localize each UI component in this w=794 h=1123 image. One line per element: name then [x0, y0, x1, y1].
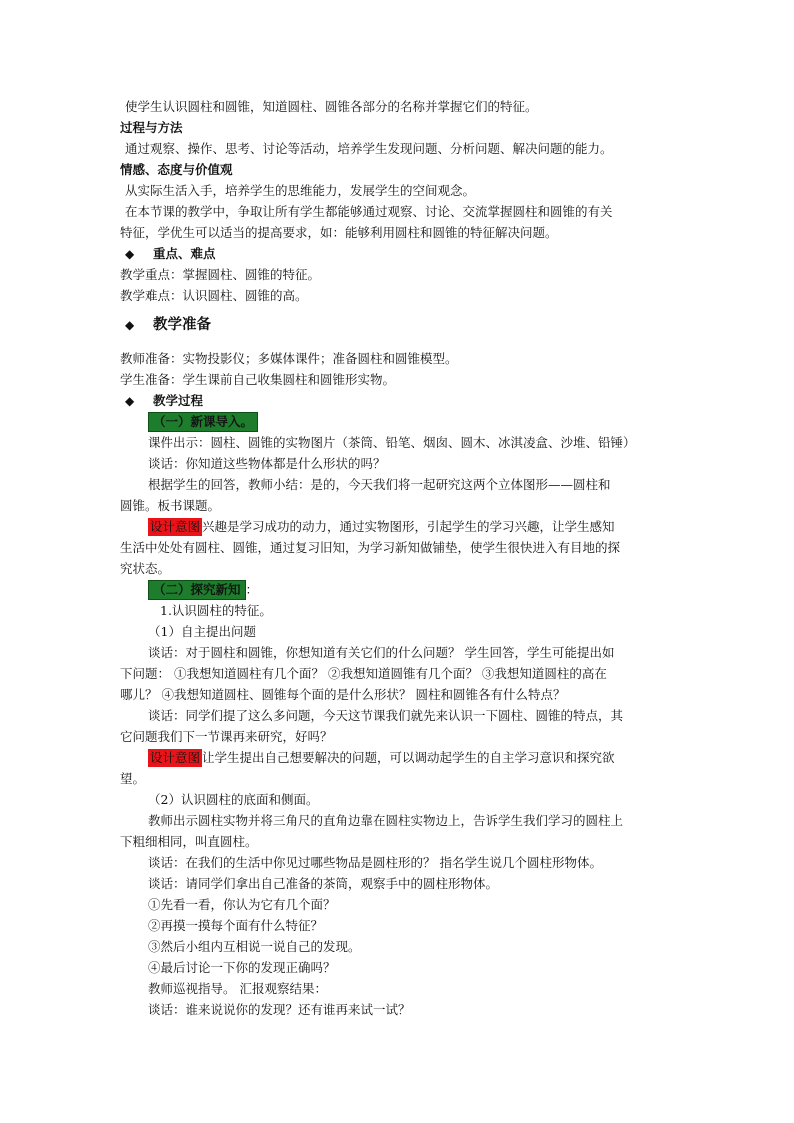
process-heading-text: 教学过程	[153, 393, 204, 408]
lesson-plan-body	[120, 96, 680, 1020]
process-method-text: 通过观察、操作、思考、讨论等活动，培养学生发现问题、分析问题、解决问题的能力。	[125, 141, 613, 156]
s1-line-1: 课件出示：圆柱、圆锥的实物图片（茶筒、铅笔、烟囱、圆木、冰淇凌盒、沙堆、铅锤）	[148, 435, 636, 450]
s2-demo-line-2: 下粗细相同，叫直圆柱。	[120, 834, 258, 849]
design-intent-1-row	[120, 516, 680, 537]
s2-talk2-line-1: 谈话：同学们提了这么多问题，今天这节课我们就先来认识一下圆柱、圆锥的特点，其	[148, 708, 624, 723]
preparation-heading	[120, 312, 680, 338]
s2-item-1: 1.认识圆柱的特征。	[160, 603, 272, 618]
s2-talk1-line-3: 哪儿？ ④我想知道圆柱、圆锥每个面的是什么形状？ 圆柱和圆锥各有什么特点？	[120, 687, 566, 702]
diamond-bullet-icon: ◆	[125, 318, 135, 332]
keypoints-heading-text: 重点、难点	[153, 246, 216, 261]
preparation-heading-text: 教学准备	[153, 316, 211, 333]
keypoints-heading	[120, 243, 680, 264]
teacher-preparation: 教师准备：实物投影仪；多媒体课件；准备圆柱和圆锥模型。	[120, 351, 458, 366]
section-explore-suffix: ：	[245, 582, 259, 597]
design-intent-1-line-2: 生活中处处有圆柱、圆锥，通过复习旧知，为学习新知做铺垫，使学生很快进入有目地的探	[120, 540, 621, 555]
teacher-patrol: 教师巡视指导。 汇报观察结果：	[148, 981, 327, 996]
s2-talk1-line-2: 下问题： ①我想知道圆柱有几个面？ ②我想知道圆锥有几个面？ ③我想知道圆柱的高在	[120, 666, 607, 681]
s1-line-3: 根据学生的回答，教师小结：是的，今天我们将一起研究这两个立体图形——圆柱和	[148, 477, 611, 492]
observe-step-1: ①先看一看，你认为它有几个面？	[148, 897, 336, 912]
emotion-values-text: 从实际生活入手，培养学生的思维能力，发展学生的空间观念。	[125, 183, 476, 198]
design-intent-tag: 设计意图	[150, 519, 201, 534]
section-explore-row	[120, 579, 680, 600]
s1-line-2: 谈话：你知道这些物体都是什么形状的吗？	[148, 456, 386, 471]
goal-text-line-1: 在本节课的教学中，争取让所有学生都能够通过观察、讨论、交流掌握圆柱和圆锥的有关	[125, 204, 613, 219]
observe-step-4: ④最后讨论一下你的发现正确吗？	[148, 960, 336, 975]
student-preparation: 学生准备：学生课前自己收集圆柱和圆锥形实物。	[120, 372, 396, 387]
design-intent-2-row	[120, 747, 680, 768]
section-tag-new-lesson: （一）新课导入。	[148, 412, 258, 432]
knowledge-objective: 使学生认识圆柱和圆锥，知道圆柱、圆锥各部分的名称并掌握它们的特征。	[125, 99, 538, 114]
diamond-bullet-icon: ◆	[125, 394, 135, 408]
s2-talk3: 谈话：在我们的生活中你见过哪些物品是圆柱形的？ 指名学生说几个圆柱形物体。	[148, 855, 602, 870]
s2-demo-line-1: 教师出示圆柱实物并将三角尺的直角边靠在圆柱实物边上，告诉学生我们学习的圆柱上	[148, 813, 624, 828]
observe-step-2: ②再摸一摸每个面有什么特征？	[148, 918, 324, 933]
s1-line-4: 圆锥。板书课题。	[120, 498, 221, 513]
design-intent-1-line-3: 究状态。	[120, 561, 171, 576]
s2-sub-2: （2）认识圆柱的底面和侧面。	[148, 792, 319, 807]
s2-talk5: 谈话：谁来说说你的发现？还有谁再来试一试？	[148, 1002, 411, 1017]
teaching-key-point: 教学重点：掌握圆柱、圆锥的特征。	[120, 267, 321, 282]
s2-talk1-line-1: 谈话：对于圆柱和圆锥，你想知道有关它们的什么问题？ 学生回答，学生可能提出如	[148, 645, 615, 660]
design-intent-tag: 设计意图	[150, 750, 201, 765]
s2-sub-1: （1）自主提出问题	[148, 624, 256, 639]
design-intent-2-text: 让学生提出自己想要解决的问题，可以调动起学生的自主学习意识和探究欲	[202, 750, 615, 765]
observe-step-3: ③然后小组内互相说一说自己的发现。	[148, 939, 361, 954]
diamond-bullet-icon: ◆	[125, 247, 135, 261]
design-intent-1-text: 兴趣是学习成功的动力，通过实物图形，引起学生的学习兴趣，让学生感知	[202, 519, 615, 534]
process-heading	[120, 390, 680, 411]
process-method-heading: 过程与方法	[120, 120, 183, 135]
emotion-values-heading: 情感、态度与价值观	[120, 162, 233, 177]
section-intro-row	[120, 411, 680, 432]
goal-text-line-2: 特征，学优生可以适当的提高要求，如：能够利用圆柱和圆锥的特征解决问题。	[120, 225, 558, 240]
section-tag-explore: （二）探究新知	[148, 580, 246, 600]
teaching-difficulty: 教学难点：认识圆柱、圆锥的高。	[120, 288, 308, 303]
design-intent-2-line-2: 望。	[120, 771, 146, 786]
s2-talk4: 谈话：请同学们拿出自己准备的茶筒，观察手中的圆柱形物体。	[148, 876, 499, 891]
s2-talk2-line-2: 它问题我们下一节课再来研究，好吗？	[120, 729, 333, 744]
